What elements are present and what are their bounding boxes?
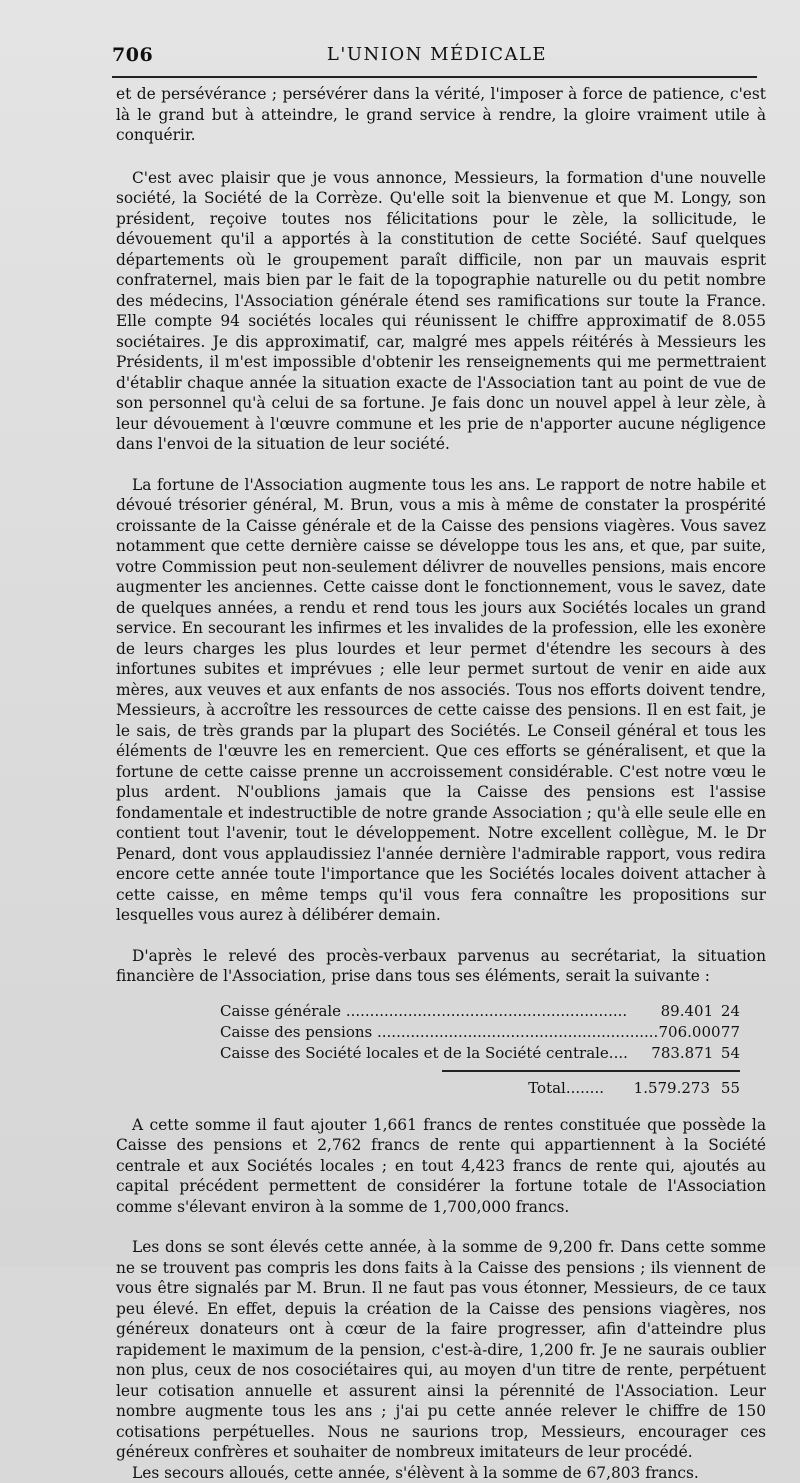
document-body (116, 84, 766, 1483)
ledger-row (220, 1001, 740, 1022)
page-number: 706 (112, 44, 153, 66)
running-title: L'UNION MÉDICALE (112, 44, 762, 65)
page-header (112, 34, 762, 74)
ledger-amount: 706.000 (658, 1022, 720, 1043)
ledger-total-label: Total........ (220, 1078, 614, 1099)
ledger-label: Caisse des pensions (220, 1023, 372, 1041)
financial-ledger (220, 1001, 740, 1099)
ledger-label: Caisse générale (220, 1002, 341, 1020)
ledger-row (220, 1022, 740, 1043)
ledger-label: Caisse des Société locales et de la Société centrale.... (220, 1044, 628, 1062)
paragraph: C'est avec plaisir que je vous annonce, Messieurs, la formation d'une nouvelle société, la Société de la Corrèze. Qu'elle soit la bienvenue et que M. Longy, son président, reçoive toutes nos félicitations pour le zèle, la sollicitude, le dévouement qu'il a apportés à la constitution de cette Société. Sauf quelques départements où le groupement paraît difficile, non par un mauvais esprit confraternel, mais bien par le fait de la topographie naturelle ou du petit nombre des médecins, l'Association générale étend ses ramifications sur toute la France. Elle compte 94 sociétés locales qui réunissent le chiffre approximatif de 8.055 sociétaires. Je dis approximatif, car, malgré mes appels réitérés à Messieurs les Présidents, il m'est impossible d'obtenir les renseignements qui me permettraient d'établir chaque année la situation exacte de l'Association tant au point de vue de son personnel qu'à celui de sa fortune. Je fais donc un nouvel appel à leur zèle, à leur dévouement à l'œuvre commune et les prie de n'apporter aucune négligence dans l'envoi de la situation de leur société. (116, 168, 766, 455)
paragraph: D'après le relevé des procès-verbaux parvenus au secrétariat, la situation financière de l'Association, prise dans tous ses éléments, serait la suivante : (116, 946, 766, 987)
ledger-total-amount: 1.579.273 (614, 1078, 710, 1099)
ledger-total-cents: 55 (710, 1078, 740, 1099)
paragraph: et de persévérance ; persévérer dans la vérité, l'imposer à force de patience, c'est là le grand but à atteindre, le grand service à rendre, la gloire vraiment utile à conquérir. (116, 84, 766, 146)
ledger-cents: 54 (713, 1043, 740, 1064)
ledger-total-row (220, 1078, 740, 1099)
ledger-rule (442, 1070, 740, 1072)
paragraph: Les secours alloués, cette année, s'élèvent à la somme de 67,803 francs. (116, 1463, 766, 1483)
paragraph: Les dons se sont élevés cette année, à la somme de 9,200 fr. Dans cette somme ne se trouvent pas compris les dons faits à la Caisse des pensions ; ils viennent de vous être signalés par M. Brun. Il ne faut pas vous étonner, Messieurs, de ce taux peu élevé. En effet, depuis la création de la Caisse des pensions viagères, nos généreux donateurs ont à cœur de la faire progresser, afin d'atteindre plus rapidement le maximum de la pension, c'est-à-dire, 1,200 fr. Je ne saurais oublier non plus, ceux de nos cosociétaires qui, au moyen d'un titre de rente, perpétuent leur cotisation annuelle et assurent ainsi la pérennité de l'Association. Leur nombre augmente tous les ans ; j'ai pu cette année relever le chiffre de 150 cotisations perpétuelles. Nous ne saurions trop, Messieurs, encourager ces généreux confrères et souhaiter de nombreux imitateurs de leur procédé. (116, 1237, 766, 1463)
ledger-cents: 77 (721, 1022, 740, 1043)
ledger-cents: 24 (713, 1001, 740, 1022)
paragraph: La fortune de l'Association augmente tous les ans. Le rapport de notre habile et dévoué trésorier général, M. Brun, vous a mis à même de constater la prospérité croissante de la Caisse générale et de la Caisse des pensions viagères. Vous savez notamment que cette dernière caisse se développe tous les ans, et que, par suite, votre Commission peut non-seulement délivrer de nouvelles pensions, mais encore augmenter les anciennes. Cette caisse dont le fonctionnement, vous le savez, date de quelques années, a rendu et rend tous les jours aux Sociétés locales un grand service. En secourant les infirmes et les invalides de la profession, elle les exonère de leurs charges les plus lourdes et leur permet d'étendre les secours à des infortunes subites et imprévues ; elle leur permet surtout de venir en aide aux mères, aux veuves et aux enfants de nos associés. Tous nos efforts doivent tendre, Messieurs, à accroître les ressources de cette caisse des pensions. Il en est fait, je le sais, de très grands par la plupart des Sociétés. Le Conseil général et tous les éléments de l'œuvre les en remercient. Que ces efforts se généralisent, et que la fortune de cette caisse prenne un accroissement considérable. C'est notre vœu le plus ardent. N'oublions jamais que la Caisse des pensions est l'assise fondamentale et indestructible de notre grande Association ; qu'à elle seule elle en contient tout l'avenir, tout le développement. Notre excellent collègue, M. le Dr Penard, dont vous applaudissiez l'année dernière l'admirable rapport, vous redira encore cette année toute l'importance que les Sociétés locales doivent attacher à cette caisse, en même temps qu'il vous fera connaître les propositions sur lesquelles vous aurez à délibérer demain. (116, 475, 766, 926)
ledger-row (220, 1043, 740, 1064)
ledger-amount: 783.871 (628, 1043, 713, 1064)
ledger-amount: 89.401 (627, 1001, 713, 1022)
header-rule (112, 76, 757, 78)
paragraph: A cette somme il faut ajouter 1,661 francs de rentes constituée que possède la Caisse des pensions et 2,762 francs de rente qui appartiennent à la Société centrale et aux Sociétés locales ; en tout 4,423 francs de rente qui, ajoutés au capital précédent permettent de considérer la fortune totale de l'Association comme s'élevant environ à la somme de 1,700,000 francs. (116, 1115, 766, 1218)
